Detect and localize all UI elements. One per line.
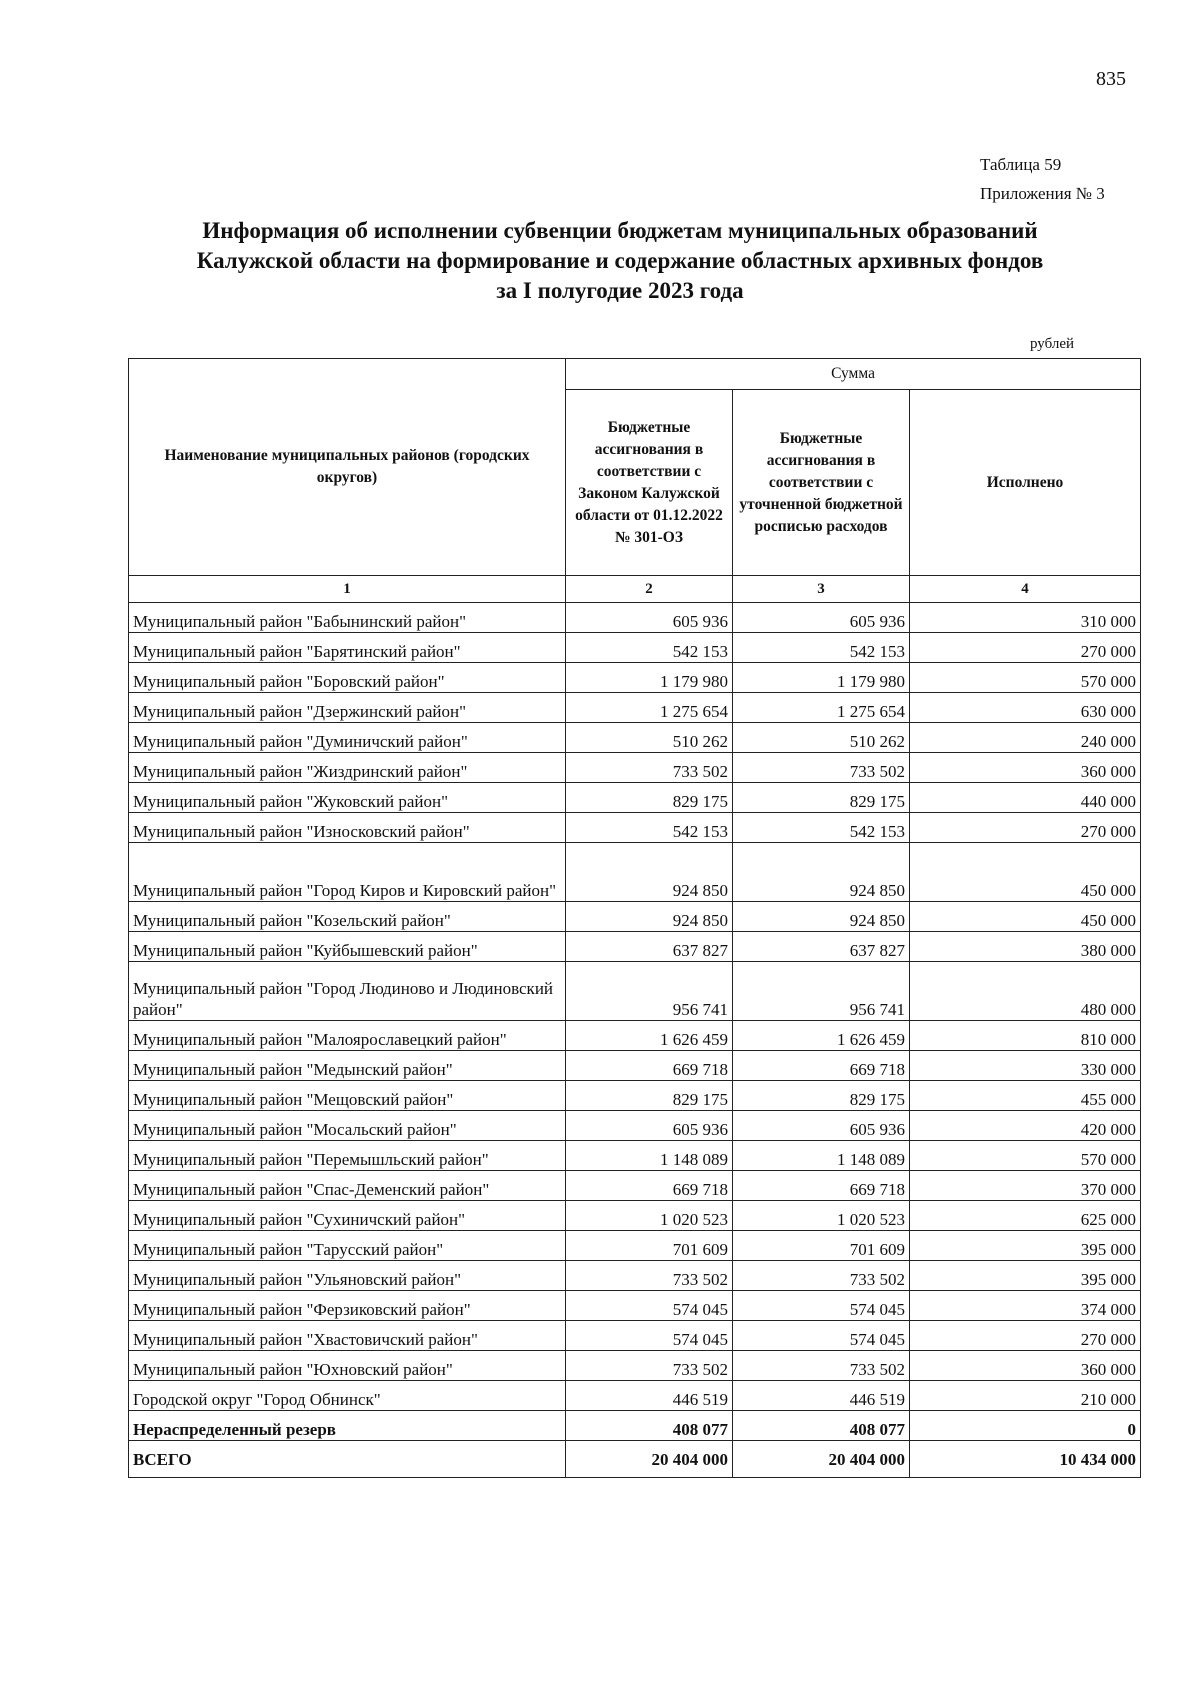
district-name: Муниципальный район "Сухиничский район" xyxy=(129,1201,566,1231)
law-appropriation-value: 669 718 xyxy=(566,1171,733,1201)
law-appropriation-value: 574 045 xyxy=(566,1321,733,1351)
refined-appropriation-value: 1 626 459 xyxy=(733,1021,910,1051)
table-row xyxy=(129,1261,1141,1291)
table-row xyxy=(129,783,1141,813)
refined-appropriation-value: 446 519 xyxy=(733,1381,910,1411)
executed-value: 440 000 xyxy=(910,783,1141,813)
law-appropriation-value: 733 502 xyxy=(566,1261,733,1291)
title-line-2: Калужской области на формирование и содержание областных архивных фондов xyxy=(196,248,1044,273)
law-appropriation-value: 20 404 000 xyxy=(566,1441,733,1478)
district-name: Муниципальный район "Думиничский район" xyxy=(129,723,566,753)
district-name: Муниципальный район "Боровский район" xyxy=(129,663,566,693)
law-appropriation-value: 733 502 xyxy=(566,753,733,783)
district-name: Муниципальный район "Хвастовичский район" xyxy=(129,1321,566,1351)
reserve-row xyxy=(129,1411,1141,1441)
district-name: Муниципальный район "Дзержинский район" xyxy=(129,693,566,723)
table-row xyxy=(129,1111,1141,1141)
header-sum: Сумма xyxy=(566,359,1141,390)
table-row xyxy=(129,902,1141,932)
refined-appropriation-value: 1 179 980 xyxy=(733,663,910,693)
page-number: 835 xyxy=(1096,68,1126,90)
executed-value: 395 000 xyxy=(910,1231,1141,1261)
executed-value: 625 000 xyxy=(910,1201,1141,1231)
refined-appropriation-value: 510 262 xyxy=(733,723,910,753)
law-appropriation-value: 1 275 654 xyxy=(566,693,733,723)
table-row xyxy=(129,932,1141,962)
district-name: Муниципальный район "Козельский район" xyxy=(129,902,566,932)
district-name: Муниципальный район "Ульяновский район" xyxy=(129,1261,566,1291)
table-row xyxy=(129,753,1141,783)
executed-value: 395 000 xyxy=(910,1261,1141,1291)
refined-appropriation-value: 829 175 xyxy=(733,783,910,813)
table-row xyxy=(129,663,1141,693)
district-name: Муниципальный район "Юхновский район" xyxy=(129,1351,566,1381)
law-appropriation-value: 1 020 523 xyxy=(566,1201,733,1231)
district-name: Муниципальный район "Жиздринский район" xyxy=(129,753,566,783)
law-appropriation-value: 829 175 xyxy=(566,783,733,813)
header-refined-appropriations: Бюджетные ассигнования в соответствии с уточненной бюджетной росписью расходов xyxy=(733,390,910,576)
table-row xyxy=(129,843,1141,902)
district-name: Муниципальный район "Ферзиковский район" xyxy=(129,1291,566,1321)
header-law-appropriations: Бюджетные ассигнования в соответствии с Законом Калужской области от 01.12.2022 № 301-ОЗ xyxy=(566,390,733,576)
law-appropriation-value: 542 153 xyxy=(566,633,733,663)
executed-value: 420 000 xyxy=(910,1111,1141,1141)
law-appropriation-value: 637 827 xyxy=(566,932,733,962)
law-appropriation-value: 956 741 xyxy=(566,962,733,1021)
table-row xyxy=(129,1291,1141,1321)
executed-value: 630 000 xyxy=(910,693,1141,723)
table-row xyxy=(129,1231,1141,1261)
header-district-name: Наименование муниципальных районов (городских округов) xyxy=(129,359,566,576)
refined-appropriation-value: 924 850 xyxy=(733,843,910,902)
executed-value: 450 000 xyxy=(910,902,1141,932)
refined-appropriation-value: 408 077 xyxy=(733,1411,910,1441)
refined-appropriation-value: 956 741 xyxy=(733,962,910,1021)
refined-appropriation-value: 605 936 xyxy=(733,603,910,633)
executed-value: 310 000 xyxy=(910,603,1141,633)
refined-appropriation-value: 701 609 xyxy=(733,1231,910,1261)
district-name: Муниципальный район "Перемышльский район" xyxy=(129,1141,566,1171)
refined-appropriation-value: 669 718 xyxy=(733,1171,910,1201)
table-row xyxy=(129,1171,1141,1201)
district-name: Муниципальный район "Куйбышевский район" xyxy=(129,932,566,962)
law-appropriation-value: 574 045 xyxy=(566,1291,733,1321)
law-appropriation-value: 605 936 xyxy=(566,603,733,633)
law-appropriation-value: 542 153 xyxy=(566,813,733,843)
table-row xyxy=(129,1351,1141,1381)
district-name: Муниципальный район "Спас-Деменский район" xyxy=(129,1171,566,1201)
executed-value: 360 000 xyxy=(910,1351,1141,1381)
column-number-4: 4 xyxy=(910,576,1141,603)
executed-value: 10 434 000 xyxy=(910,1441,1141,1478)
district-name: Муниципальный район "Бабынинский район" xyxy=(129,603,566,633)
table-row xyxy=(129,1321,1141,1351)
table-row xyxy=(129,693,1141,723)
district-name: Муниципальный район "Малоярославецкий район" xyxy=(129,1021,566,1051)
law-appropriation-value: 605 936 xyxy=(566,1111,733,1141)
currency-unit: рублей xyxy=(1030,336,1075,352)
header-executed: Исполнено xyxy=(910,390,1141,576)
law-appropriation-value: 408 077 xyxy=(566,1411,733,1441)
refined-appropriation-value: 542 153 xyxy=(733,633,910,663)
table-row xyxy=(129,1021,1141,1051)
table-row xyxy=(129,603,1141,633)
executed-value: 480 000 xyxy=(910,962,1141,1021)
executed-value: 570 000 xyxy=(910,1141,1141,1171)
subvention-table xyxy=(128,358,1141,1478)
table-label-appendix: Приложения № 3 xyxy=(980,184,1105,203)
district-name: Муниципальный район "Износковский район" xyxy=(129,813,566,843)
refined-appropriation-value: 20 404 000 xyxy=(733,1441,910,1478)
refined-appropriation-value: 1 148 089 xyxy=(733,1141,910,1171)
law-appropriation-value: 510 262 xyxy=(566,723,733,753)
executed-value: 210 000 xyxy=(910,1381,1141,1411)
column-number-1: 1 xyxy=(129,576,566,603)
table-row xyxy=(129,1201,1141,1231)
executed-value: 450 000 xyxy=(910,843,1141,902)
executed-value: 374 000 xyxy=(910,1291,1141,1321)
executed-value: 0 xyxy=(910,1411,1141,1441)
refined-appropriation-value: 924 850 xyxy=(733,902,910,932)
document-title xyxy=(150,216,1090,306)
district-name: ВСЕГО xyxy=(129,1441,566,1478)
law-appropriation-value: 924 850 xyxy=(566,902,733,932)
law-appropriation-value: 1 626 459 xyxy=(566,1021,733,1051)
executed-value: 270 000 xyxy=(910,633,1141,663)
district-name: Муниципальный район "Мосальский район" xyxy=(129,1111,566,1141)
table-body xyxy=(129,603,1141,1478)
table-row xyxy=(129,723,1141,753)
law-appropriation-value: 1 179 980 xyxy=(566,663,733,693)
table-row xyxy=(129,813,1141,843)
table-label xyxy=(980,150,1105,208)
executed-value: 370 000 xyxy=(910,1171,1141,1201)
district-name: Муниципальный район "Барятинский район" xyxy=(129,633,566,663)
refined-appropriation-value: 733 502 xyxy=(733,1351,910,1381)
law-appropriation-value: 701 609 xyxy=(566,1231,733,1261)
table-row xyxy=(129,1051,1141,1081)
refined-appropriation-value: 733 502 xyxy=(733,1261,910,1291)
law-appropriation-value: 924 850 xyxy=(566,843,733,902)
district-name: Муниципальный район "Город Людиново и Людиновский район" xyxy=(129,962,566,1021)
district-name: Муниципальный район "Медынский район" xyxy=(129,1051,566,1081)
executed-value: 810 000 xyxy=(910,1021,1141,1051)
law-appropriation-value: 669 718 xyxy=(566,1051,733,1081)
refined-appropriation-value: 669 718 xyxy=(733,1051,910,1081)
executed-value: 380 000 xyxy=(910,932,1141,962)
district-name: Муниципальный район "Тарусский район" xyxy=(129,1231,566,1261)
refined-appropriation-value: 542 153 xyxy=(733,813,910,843)
district-name: Нераспределенный резерв xyxy=(129,1411,566,1441)
title-line-3: за I полугодие 2023 года xyxy=(496,278,744,303)
refined-appropriation-value: 574 045 xyxy=(733,1291,910,1321)
table-label-number: Таблица 59 xyxy=(980,155,1062,174)
refined-appropriation-value: 1 275 654 xyxy=(733,693,910,723)
executed-value: 360 000 xyxy=(910,753,1141,783)
executed-value: 330 000 xyxy=(910,1051,1141,1081)
executed-value: 455 000 xyxy=(910,1081,1141,1111)
law-appropriation-value: 1 148 089 xyxy=(566,1141,733,1171)
law-appropriation-value: 446 519 xyxy=(566,1381,733,1411)
refined-appropriation-value: 829 175 xyxy=(733,1081,910,1111)
table-row xyxy=(129,633,1141,663)
title-line-1: Информация об исполнении субвенции бюджетам муниципальных образований xyxy=(202,218,1038,243)
total-row xyxy=(129,1441,1141,1478)
district-name: Муниципальный район "Мещовский район" xyxy=(129,1081,566,1111)
refined-appropriation-value: 1 020 523 xyxy=(733,1201,910,1231)
executed-value: 570 000 xyxy=(910,663,1141,693)
column-number-2: 2 xyxy=(566,576,733,603)
table-row xyxy=(129,1081,1141,1111)
executed-value: 240 000 xyxy=(910,723,1141,753)
district-name: Муниципальный район "Жуковский район" xyxy=(129,783,566,813)
refined-appropriation-value: 637 827 xyxy=(733,932,910,962)
table-row xyxy=(129,1141,1141,1171)
law-appropriation-value: 733 502 xyxy=(566,1351,733,1381)
column-number-3: 3 xyxy=(733,576,910,603)
law-appropriation-value: 829 175 xyxy=(566,1081,733,1111)
district-name: Городской округ "Город Обнинск" xyxy=(129,1381,566,1411)
executed-value: 270 000 xyxy=(910,813,1141,843)
refined-appropriation-value: 574 045 xyxy=(733,1321,910,1351)
refined-appropriation-value: 733 502 xyxy=(733,753,910,783)
district-name: Муниципальный район "Город Киров и Кировский район" xyxy=(129,843,566,902)
table-row xyxy=(129,962,1141,1021)
table-row xyxy=(129,1381,1141,1411)
refined-appropriation-value: 605 936 xyxy=(733,1111,910,1141)
executed-value: 270 000 xyxy=(910,1321,1141,1351)
